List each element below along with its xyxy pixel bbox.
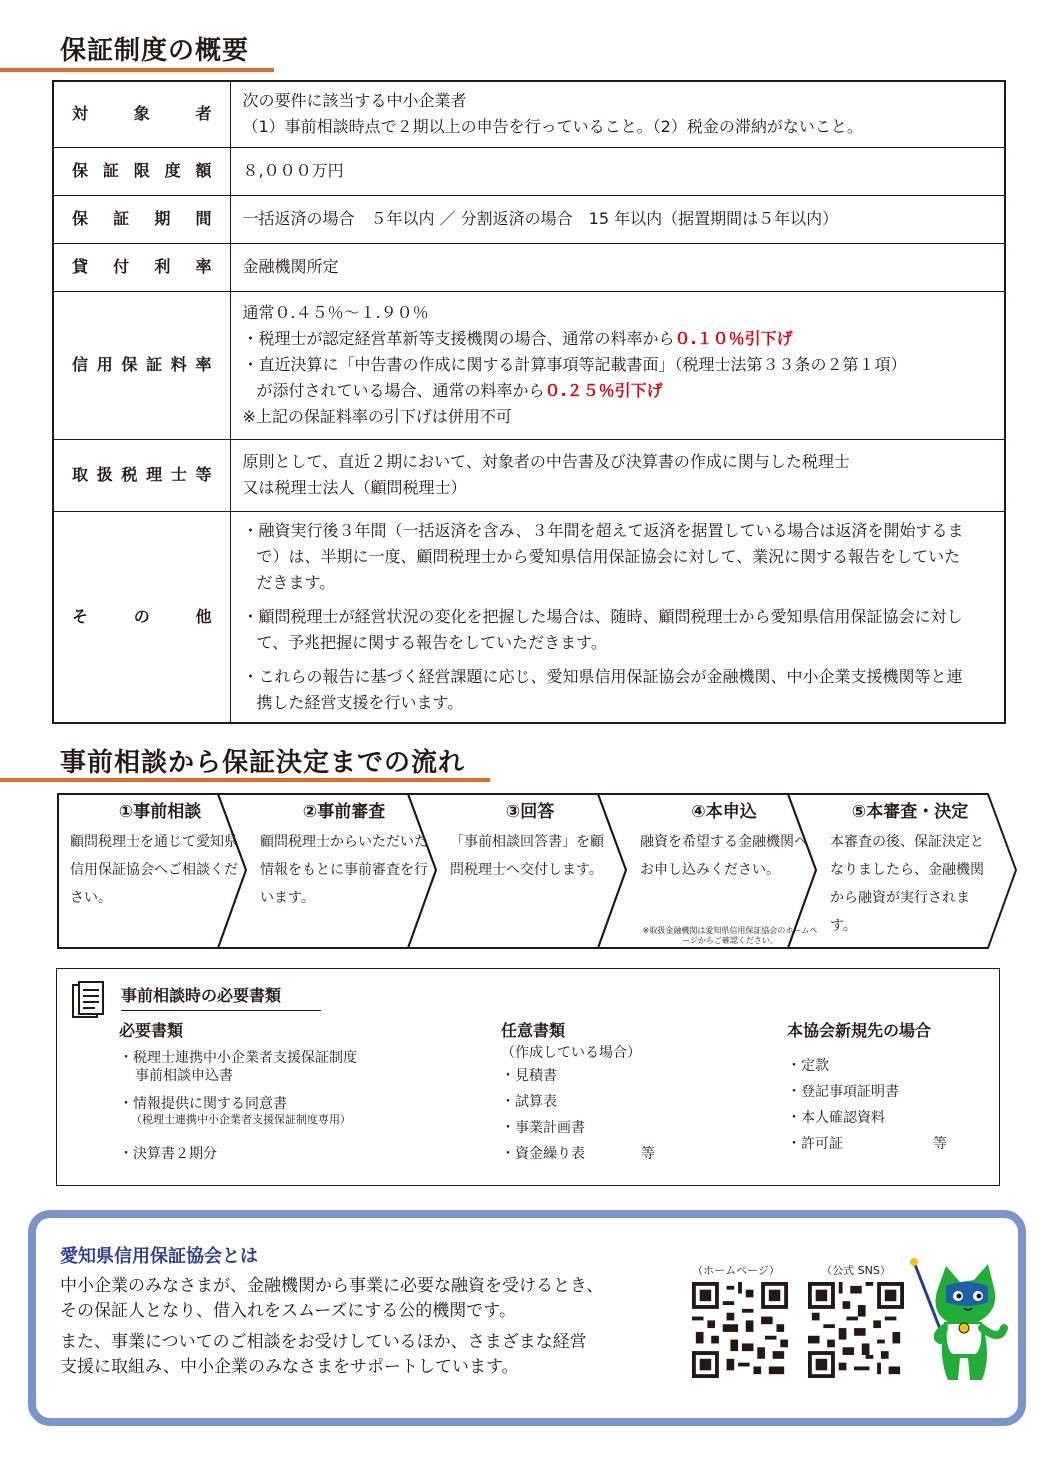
other-item: ・これらの報告に基づく経営課題に応じ、愛知県信用保証協会が金融機関、中小企業支援機関等と連携した経営支援を行います。 bbox=[242, 666, 963, 712]
section-title-flow: 事前相談から保証決定までの流れ bbox=[60, 748, 466, 778]
row-text: 一括返済の場合 ５年以内 ／ 分割返済の場合 15 年以内（据置期間は５年以内） bbox=[230, 195, 1005, 243]
row-head-fee: 信 用 保 証 料 率 bbox=[72, 355, 212, 374]
table-row bbox=[53, 147, 1005, 195]
row-head-target: 対 象 者 bbox=[72, 104, 212, 124]
about-text: 中小企業のみなさまが、金融機関から事業に必要な融資を受けるとき、 その保証人となり、借入れをスムーズにする公的機関です。 また、事業についてのご相談をお受けしているほか、さまざまな経営 支援に取組み、中小企業のみなさまをサポートしています。 bbox=[60, 1276, 604, 1377]
qr-homepage-label: （ホームページ） bbox=[692, 1264, 780, 1277]
section-underline bbox=[0, 778, 490, 782]
row-text: ８,０００万円 bbox=[230, 147, 1005, 195]
document-icon bbox=[71, 981, 107, 1021]
docs-optional: 任意書類 （作成している場合） ・見積書 ・試算表 ・事業計画書 ・資金繰り表 等 bbox=[501, 1021, 655, 1162]
fee-note: ※上記の保証料率の引下げは併用不可 bbox=[242, 407, 512, 426]
row-head-rate: 貸 付 利 率 bbox=[72, 257, 212, 276]
mascot-cat-icon bbox=[908, 1258, 1008, 1398]
other-item: ・融資実行後３年間（一括返済を含み、３年間を超えて返済を据置している場合は返済を開始するまで）は、半期に一度、顧問税理士から愛知県信用保証協会に対して、業況に関する報告をしていただきます。 bbox=[242, 520, 964, 592]
row-head-period: 保 証 期 間 bbox=[72, 209, 212, 228]
about-association-box bbox=[28, 1210, 1026, 1426]
qr-sns-label: （公式 SNS） bbox=[821, 1264, 891, 1277]
about-title: 愛知県信用保証協会とは bbox=[60, 1246, 258, 1267]
overview-table bbox=[52, 80, 1006, 724]
section-underline bbox=[0, 68, 274, 72]
row-head-limit: 保 証 限 度 額 bbox=[72, 161, 212, 180]
row-text: 又は税理士法人（顧問税理士） bbox=[242, 478, 467, 497]
flow-step-1: ①事前相談 顧問税理士を通じて愛知県信用保証協会へご相談ください。 bbox=[70, 802, 238, 906]
required-documents-box bbox=[56, 968, 1000, 1186]
docs-new-client: 本協会新規先の場合 ・定款 ・登記事項証明書 ・本人確認資料 ・許可証 等 bbox=[787, 1021, 947, 1152]
docs-title: 事前相談時の必要書類 bbox=[121, 983, 321, 1011]
table-row bbox=[53, 439, 1005, 511]
row-text: 金融機関所定 bbox=[230, 243, 1005, 291]
other-item: ・顧問税理士が経営状況の変化を把握した場合は、随時、顧問税理士から愛知県信用保証協会に対して、予兆把握に関する報告をしていただきます。 bbox=[242, 606, 963, 652]
table-row bbox=[53, 243, 1005, 291]
row-text: 原則として、直近２期において、対象者の中告書及び決算書の作成に関与した税理士 bbox=[242, 452, 850, 471]
flow-step-4: ④本申込 融資を希望する金融機関へお申し込みください。 ※取扱金融機関は愛知県信用保証協会のホームページからご確認ください。 bbox=[640, 800, 808, 884]
table-row bbox=[53, 291, 1005, 439]
flow-step-3: ③回答 「事前相談回答書」を顧問税理士へ交付します。 bbox=[450, 802, 604, 878]
flow-step-4-note: ※取扱金融機関は愛知県信用保証協会のホームページからご確認ください。 bbox=[642, 926, 818, 945]
table-row bbox=[53, 195, 1005, 243]
flow-step-5: ⑤本審査・決定 本審査の後、保証決定となりましたら、金融機関から融資が実行されます。 bbox=[830, 802, 984, 934]
row-head-other: そ の 他 bbox=[72, 606, 212, 626]
row-text: （1）事前相談時点で２期以上の申告を行っていること。（2）税金の滞納がないこと。 bbox=[242, 117, 863, 137]
section-title-overview: 保証制度の概要 bbox=[60, 36, 250, 66]
fee-bullet-1: ・税理士が認定経営革新等支援機関の場合、通常の料率から０.１０％引下げ bbox=[242, 329, 793, 348]
fee-bullet-2: ・直近決算に「中告書の作成に関する計算事項等記載書面」（税理士法第３３条の２第１項） bbox=[242, 355, 907, 374]
flow-step-2: ②事前審査 顧問税理士からいただいた情報をもとに事前審査を行います。 bbox=[260, 802, 428, 906]
row-head-tax: 取 扱 税 理 士 等 bbox=[72, 465, 212, 484]
fee-base: 通常０.４５％～１.９０％ bbox=[242, 303, 429, 322]
docs-required: 必要書類 ・税理士連携中小企業者支援保証制度 事前相談申込書 ・情報提供に関する同意書 （税理士連携中小企業者支援保証制度専用） ・決算書２期分 bbox=[119, 1021, 357, 1162]
flow-diagram bbox=[56, 792, 1018, 952]
qr-code-sns[interactable] bbox=[808, 1282, 904, 1378]
qr-code-homepage[interactable] bbox=[692, 1282, 788, 1378]
row-text: 次の要件に該当する中小企業者 bbox=[242, 91, 467, 111]
fee-bullet-2-cont: が添付されている場合、通常の料率から０.２５％引下げ bbox=[256, 381, 663, 400]
table-row bbox=[53, 81, 1005, 147]
table-row bbox=[53, 511, 1005, 723]
